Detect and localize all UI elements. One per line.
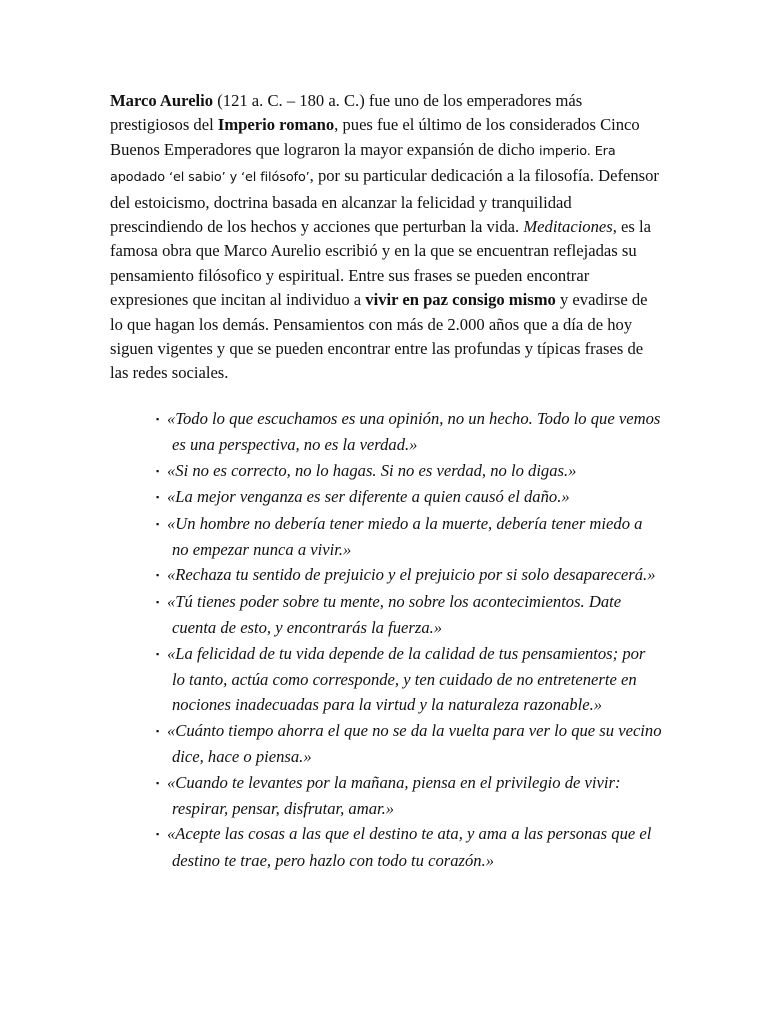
quote-text: «Acepte las cosas a las que el destino te ata, y ama a las personas que el destino te trae, pero hazlo con todo tu corazón.»: [167, 824, 652, 870]
quote-item: [110, 718, 662, 770]
square-bullet-icon: ▪: [156, 648, 160, 659]
empire-bold: Imperio romano: [217, 115, 335, 135]
quote-text: «Cuánto tiempo ahorra el que no se da la vuelta para ver lo que su vecino dice, hace o piensa.»: [167, 720, 662, 767]
quotes-list: [110, 406, 662, 873]
quote-item: [110, 641, 662, 718]
quote-item: [110, 511, 662, 563]
quote-text: «Rechaza tu sentido de prejuicio y el prejuicio por si solo desaparecerá.»: [167, 565, 656, 585]
quote-item: [110, 562, 662, 588]
quote-item: [110, 770, 662, 822]
work-title: Meditaciones: [523, 217, 613, 237]
quote-item: [110, 589, 662, 641]
quote-text: «Todo lo que escuchamos es una opinión, no un hecho. Todo lo que vemos es una perspectiva, no es la verdad.»: [167, 408, 661, 455]
nickname-phrase: imperio. Era apodado ‘el sabio’ y ‘el filósofo’: [110, 143, 616, 186]
name-bold: Marco Aurelio: [110, 91, 214, 110]
quote-item: [110, 821, 662, 873]
square-bullet-icon: ▪: [156, 518, 160, 529]
square-bullet-icon: ▪: [156, 725, 160, 736]
intro-text-5: y evadirse de lo que hagan los demás. Pensamientos con más de 2.000 años que a día de hoy siguen vigentes y que se pueden encontrar entre las profundas y típicas frases de las redes sociales.: [110, 290, 648, 383]
intro-text-3: , por su particular dedicación a la filosofía. Defensor del estoicismo, doctrina basada en alcanzar la felicidad y tranquilidad prescindiendo de los hechos y acciones que perturban la vida.: [110, 166, 659, 237]
quote-text: «La mejor venganza es ser diferente a quien causó el daño.»: [167, 487, 570, 507]
square-bullet-icon: ▪: [156, 465, 160, 476]
peace-bold: vivir en paz consigo mismo: [365, 290, 556, 310]
quote-text: «Cuando te levantes por la mañana, piensa en el privilegio de vivir: respirar, pensar, disfrutar, amar.»: [167, 772, 621, 818]
quote-text: «Si no es correcto, no lo hagas. Si no es verdad, no lo digas.»: [167, 460, 577, 480]
intro-text-2: , pues fue el último de los considerados Cinco Buenos Emperadores que lograron la mayor expansión de dicho: [110, 115, 640, 159]
quote-item: [110, 458, 662, 484]
square-bullet-icon: ▪: [156, 492, 160, 503]
quote-item: [110, 484, 662, 510]
square-bullet-icon: ▪: [156, 777, 160, 788]
square-bullet-icon: ▪: [156, 570, 160, 581]
square-bullet-icon: ▪: [156, 829, 160, 840]
intro-text-1: (121 a. C. – 180 a. C.) fue uno de los emperadores más prestigiosos del: [110, 91, 583, 135]
intro-paragraph: [110, 89, 662, 386]
square-bullet-icon: ▪: [156, 596, 160, 607]
quote-text: «La felicidad de tu vida depende de la calidad de tus pensamientos; por lo tanto, actúa como corresponde, y ten cuidado de no entretenerte en nociones inadecuadas para la virtud y la naturaleza razonable.»: [167, 643, 646, 715]
quote-text: «Un hombre no debería tener miedo a la muerte, debería tener miedo a no empezar nunca a vivir.»: [167, 513, 643, 559]
quote-text: «Tú tienes poder sobre tu mente, no sobre los acontecimientos. Date cuenta de esto, y encontrarás la fuerza.»: [167, 591, 622, 638]
document-page: [110, 89, 662, 873]
quote-item: [110, 406, 662, 458]
square-bullet-icon: ▪: [156, 413, 160, 424]
intro-text-4: , es la famosa obra que Marco Aurelio escribió y en la que se encuentran reflejadas su pensamiento filósofico y espiritual. Entre sus frases se pueden encontrar expresiones que incitan al individuo a: [110, 217, 651, 310]
